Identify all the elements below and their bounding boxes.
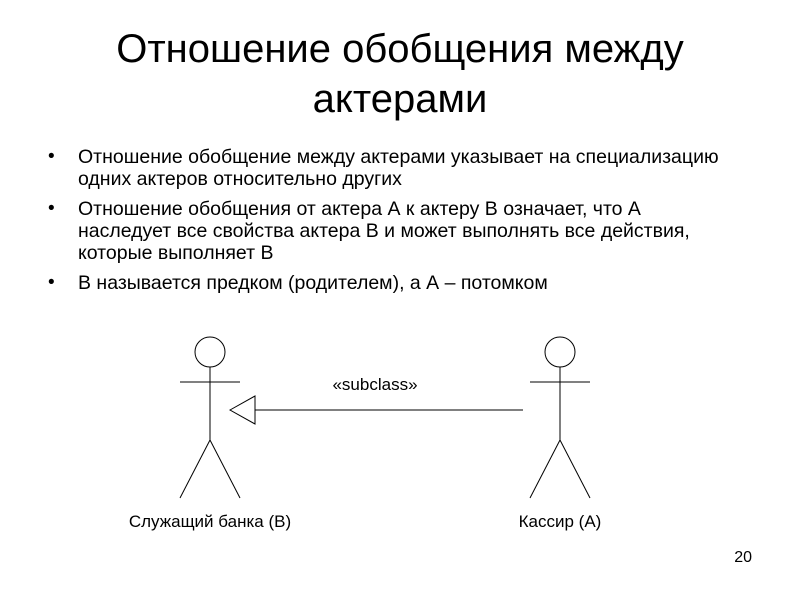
bullet-icon: • (48, 198, 55, 219)
bullet-item (48, 146, 738, 190)
child-actor-head (545, 337, 575, 367)
hollow-triangle-arrowhead-icon (230, 396, 255, 424)
bullet-icon: • (48, 272, 55, 293)
child-actor-left-leg (530, 440, 560, 498)
parent-actor-head (195, 337, 225, 367)
page-number: 20 (734, 549, 752, 566)
child-actor (530, 337, 590, 498)
bullet-list (48, 146, 738, 302)
parent-actor (180, 337, 240, 498)
bullet-text: Отношение обобщение между актерами указывает на специализацию одних актеров относительно других (78, 146, 719, 190)
bullet-item (48, 198, 738, 264)
child-actor-label: Кассир (A) (518, 512, 602, 531)
slide-title: Отношение обобщения между актерами (116, 27, 684, 121)
parent-actor-right-leg (210, 440, 240, 498)
bullet-icon: • (48, 146, 55, 167)
child-actor-right-leg (560, 440, 590, 498)
relationship-stereotype-label: «subclass» (332, 375, 418, 394)
bullet-item (48, 272, 738, 294)
generalization-diagram (0, 320, 800, 540)
bullet-text: Отношение обобщения от актера А к актеру В означает, что А наследует все свойства актера В и может выполнять все действия, которые выполняет В (78, 198, 690, 264)
parent-actor-label: Служащий банка (B) (128, 512, 292, 531)
bullet-text: В называется предком (родителем), а А – потомком (78, 272, 548, 294)
parent-actor-left-leg (180, 440, 210, 498)
